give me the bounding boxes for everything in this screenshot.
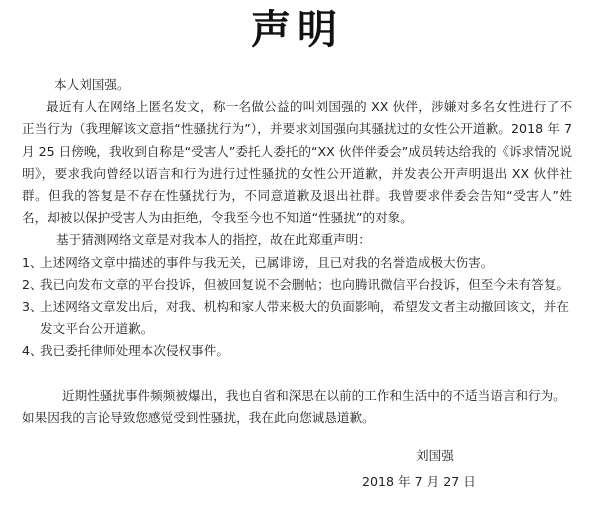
list-item-number: 1、: [22, 254, 43, 270]
declaration-list: [22, 252, 572, 363]
declaration-intro: 基于猜测网络文章是对我本人的指控，故在此郑重声明：: [56, 232, 371, 248]
list-item-text: 上述网络文章中描述的事件与我无关，已属诽谤，且已对我的名誉造成极大伤害。: [40, 254, 494, 270]
list-item-text: 上述网络文章发出后，对我、机构和家人带来极大的负面影响，希望发文者主动撤回该文，并在发文平台公开道歉。: [40, 299, 569, 337]
list-item-number: 4、: [22, 343, 43, 359]
statement-body: [22, 74, 572, 493]
list-item-text: 我已委托律师处理本次侵权事件。: [40, 343, 229, 359]
list-item: [22, 252, 572, 274]
list-item: [22, 274, 572, 296]
salutation: 本人刘国强。: [54, 77, 130, 92]
list-item-text: 我已向发布文章的平台投诉，但被回复说不会删帖；也向腾讯微信平台投诉，但至今未有答复。: [40, 276, 569, 292]
list-item: [22, 296, 572, 340]
list-item-number: 2、: [22, 276, 43, 292]
signature-name: 刘国强: [416, 448, 454, 464]
paragraph-background: 最近有人在网络上匿名发文，称一名做公益的叫刘国强的 XX 伙伴，涉嫌对多名女性进行了不正当行为（我理解该文意指“性骚扰行为”），并要求刘国强向其骚扰过的女性公开道歉。2018 年 7 月 25 日傍晚，我收到自称是“受害人”委托人委托的“XX 伙伴伴委会”成员转达给我的《诉求情况说明》，要求我向曾经以语言和行为进行过性骚扰的女性公开道歉，并发表公开声明退出 XX 伙伴社群。但我的答复是不存在性骚扰行为，不同意道歉及退出社群。我曾要求伴委会告知“受害人”姓名，却被以保护受害人为由拒绝，令我至今也不知道“性骚扰”的对象。: [22, 99, 572, 226]
page-title: 声明: [251, 6, 343, 53]
list-item-number: 3、: [22, 299, 43, 315]
closing-apology: 近期性骚扰事件频频被爆出，我也自省和深思在以前的工作和生活中的不适当语言和行为。如果因我的言论导致您感觉受到性骚扰，我在此向您诚恳道歉。: [22, 387, 566, 425]
signature-date: 2018 年 7 月 27 日: [362, 474, 476, 490]
list-item: [22, 340, 572, 362]
spacer: [22, 363, 572, 385]
